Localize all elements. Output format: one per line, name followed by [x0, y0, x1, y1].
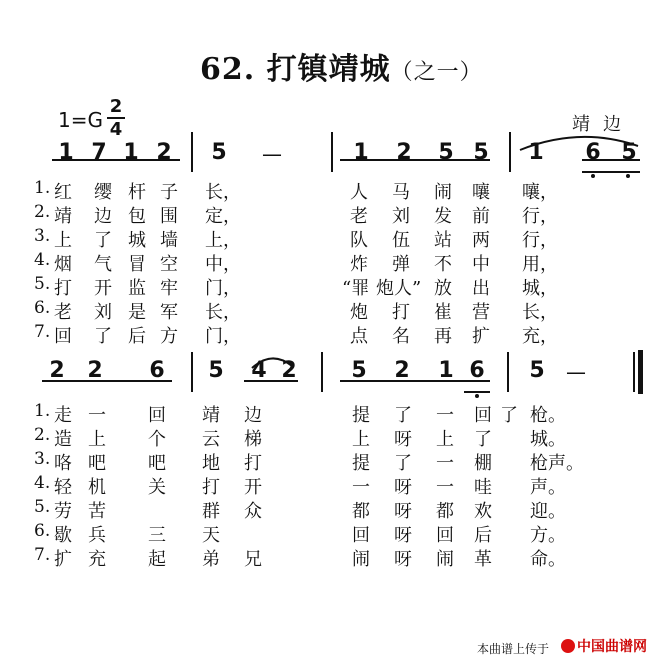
verse-number: 4.	[34, 250, 51, 270]
note: 7	[91, 140, 107, 165]
lyric: 一	[436, 453, 454, 474]
lyric: 棚	[474, 453, 492, 474]
lyric: 上	[352, 429, 370, 450]
lyric: 冒	[128, 254, 146, 275]
lyric: 打	[392, 302, 410, 323]
lyric: 人	[350, 182, 368, 203]
lyric: 回	[148, 405, 166, 426]
lyric: 了	[394, 405, 412, 426]
lyric: “罪	[342, 278, 370, 299]
cue-lyric-2: 边	[603, 114, 621, 135]
octave-dot	[475, 394, 479, 398]
lyric: 个	[148, 429, 166, 450]
lyric: 开	[94, 278, 112, 299]
lyric: 提	[352, 405, 370, 426]
lyric: 牢	[160, 278, 178, 299]
lyric: 门，	[205, 326, 241, 347]
lyric: 方。	[530, 525, 566, 546]
song-subtitle: （之一）	[390, 60, 483, 85]
verse-number: 4.	[34, 473, 51, 493]
lyric: 打	[202, 477, 220, 498]
lyric: 充	[88, 549, 106, 570]
sustain-dash: —	[566, 360, 586, 384]
note: 2	[87, 358, 103, 383]
sustain-dash: —	[262, 142, 282, 166]
lyric: 一	[436, 405, 454, 426]
lyric: 枪。	[530, 405, 566, 426]
verse-number: 5.	[34, 497, 51, 517]
lyric: 提	[352, 453, 370, 474]
lyric: 枪声。	[530, 453, 584, 474]
lyric: 劳	[54, 501, 72, 522]
lyric: 行，	[522, 206, 558, 227]
lyric: 定，	[205, 206, 241, 227]
lyric: 上	[54, 230, 72, 251]
lyric: 城。	[530, 429, 566, 450]
lyric: 刘	[94, 302, 112, 323]
lyric: 天	[202, 525, 220, 546]
octave-dot	[591, 174, 595, 178]
lyric: 嚷，	[522, 182, 558, 203]
note: 4	[251, 358, 267, 383]
note: 6	[585, 140, 601, 165]
lyric: 城，	[522, 278, 558, 299]
lyric: 地	[202, 453, 220, 474]
lyric: 墙	[160, 230, 178, 251]
lyric: 呀	[394, 549, 412, 570]
lyric: 方	[160, 326, 178, 347]
lyric: 放	[434, 278, 452, 299]
lyric: 回	[474, 405, 492, 426]
lyric: 呀	[394, 525, 412, 546]
lyric: 回	[54, 326, 72, 347]
lyric: 发	[434, 206, 452, 227]
lyric: 边	[244, 405, 262, 426]
lyric: 弹	[392, 254, 410, 275]
lyric: 扩	[54, 549, 72, 570]
lyric: 长，	[205, 302, 241, 323]
lyric: 城	[128, 230, 146, 251]
verse-number: 7.	[34, 322, 51, 342]
lyric: 长，	[205, 182, 241, 203]
note: 5	[208, 358, 224, 383]
lyric: 云	[202, 429, 220, 450]
lyric: 不	[434, 254, 452, 275]
lyric: 了	[394, 453, 412, 474]
lyric: 呀	[394, 477, 412, 498]
lyric: 后	[128, 326, 146, 347]
lyric: 呀	[394, 501, 412, 522]
lyric: 红	[54, 182, 72, 203]
lyric: 门，	[205, 278, 241, 299]
lyric: 长，	[522, 302, 558, 323]
lyric: 迎。	[530, 501, 566, 522]
lyric: 歇	[54, 525, 72, 546]
lyric: 充，	[522, 326, 558, 347]
lyric: 中	[472, 254, 490, 275]
lyric: 队	[350, 230, 368, 251]
lyric: 刘	[392, 206, 410, 227]
lyric: 崔	[434, 302, 452, 323]
lyric: 老	[350, 206, 368, 227]
lyric: 群	[202, 501, 220, 522]
lyric: 上	[436, 429, 454, 450]
note: 6	[469, 358, 485, 383]
lyric: 打	[244, 453, 262, 474]
verse-number: 2.	[34, 202, 51, 222]
note: 5	[473, 140, 489, 165]
lyric: 靖	[202, 405, 220, 426]
lyric: 马	[392, 182, 410, 203]
lyric: 都	[352, 501, 370, 522]
lyric: 名	[392, 326, 410, 347]
lyric: 上，	[205, 230, 241, 251]
lyric: 扩	[472, 326, 490, 347]
lyric: 监	[128, 278, 146, 299]
lyric: 空	[160, 254, 178, 275]
lyric: 烟	[54, 254, 72, 275]
lyric: 闹	[434, 182, 452, 203]
verse-number: 1.	[34, 178, 51, 198]
lyric: 咯	[54, 453, 72, 474]
lyric: 闹	[352, 549, 370, 570]
lyric: 三	[148, 525, 166, 546]
lyric: 起	[148, 549, 166, 570]
lyric: 弟	[202, 549, 220, 570]
lyric: 两	[472, 230, 490, 251]
lyric: 营	[472, 302, 490, 323]
lyric: 后	[474, 525, 492, 546]
lyric: 行，	[522, 230, 558, 251]
lyric: 气	[94, 254, 112, 275]
note: 5	[621, 140, 637, 165]
lyric: 闹	[436, 549, 454, 570]
site-logo-text: 中国曲谱网	[577, 639, 647, 655]
note: 1	[58, 140, 74, 165]
lyric: 站	[434, 230, 452, 251]
time-signature-bottom: 4	[109, 119, 123, 140]
lyric: 欢	[474, 501, 492, 522]
lyric: 兄	[244, 549, 262, 570]
lyric: 了	[94, 230, 112, 251]
verse-number: 3.	[34, 449, 51, 469]
lyric: 炮人”	[376, 278, 422, 299]
lyric: 苦	[88, 501, 106, 522]
lyric: 走	[54, 405, 72, 426]
lyric: 吧	[148, 453, 166, 474]
lyric: 兵	[88, 525, 106, 546]
lyric: 上	[88, 429, 106, 450]
note: 5	[211, 140, 227, 165]
lyric: 了	[500, 405, 518, 426]
lyric: 军	[160, 302, 178, 323]
note: 2	[396, 140, 412, 165]
lyric: 命。	[530, 549, 566, 570]
song-title-text: 62. 打镇靖城	[200, 52, 391, 87]
key-signature: 1=G	[58, 108, 103, 132]
note: 5	[438, 140, 454, 165]
site-logo[interactable]	[561, 636, 647, 656]
lyric: 中，	[205, 254, 241, 275]
lyric: 了	[94, 326, 112, 347]
note: 6	[149, 358, 165, 383]
lyric: 革	[474, 549, 492, 570]
lyric: 炸	[350, 254, 368, 275]
lyric: 老	[54, 302, 72, 323]
lyric: 打	[54, 278, 72, 299]
lyric: 伍	[392, 230, 410, 251]
note: 5	[351, 358, 367, 383]
note: 2	[156, 140, 172, 165]
lyric: 回	[436, 525, 454, 546]
lyric: 造	[54, 429, 72, 450]
lyric: 一	[352, 477, 370, 498]
lyric: 机	[88, 477, 106, 498]
note: 5	[529, 358, 545, 383]
lyric: 再	[434, 326, 452, 347]
lyric: 梯	[244, 429, 262, 450]
verse-number: 1.	[34, 401, 51, 421]
lyric: 都	[436, 501, 454, 522]
lyric: 用，	[522, 254, 558, 275]
verse-number: 5.	[34, 274, 51, 294]
verse-number: 7.	[34, 545, 51, 565]
lyric: 点	[350, 326, 368, 347]
lyric: 关	[148, 477, 166, 498]
note: 1	[123, 140, 139, 165]
final-barline-thick	[638, 350, 643, 394]
note: 1	[528, 140, 544, 165]
cue-lyric-1: 靖	[572, 114, 590, 135]
lyric: 呀	[394, 429, 412, 450]
note: 2	[281, 358, 297, 383]
octave-dot	[626, 174, 630, 178]
lyric: 一	[436, 477, 454, 498]
note: 2	[49, 358, 65, 383]
lyric: 炮	[350, 302, 368, 323]
lyric: 缨	[94, 182, 112, 203]
lyric: 围	[160, 206, 178, 227]
footer-upload-text: 本曲谱上传于	[477, 642, 550, 656]
lyric: 众	[244, 501, 262, 522]
note: 1	[353, 140, 369, 165]
lyric: 子	[160, 182, 178, 203]
lyric: 开	[244, 477, 262, 498]
lyric: 出	[472, 278, 490, 299]
lyric: 边	[94, 206, 112, 227]
lyric: 一	[88, 405, 106, 426]
verse-number: 3.	[34, 226, 51, 246]
lyric: 靖	[54, 206, 72, 227]
lyric: 回	[352, 525, 370, 546]
lyric: 吧	[88, 453, 106, 474]
lyric: 轻	[54, 477, 72, 498]
verse-number: 6.	[34, 521, 51, 541]
lyric: 是	[128, 302, 146, 323]
lyric: 包	[128, 206, 146, 227]
site-logo-icon	[561, 639, 575, 653]
lyric: 哇	[474, 477, 492, 498]
verse-number: 6.	[34, 298, 51, 318]
note: 2	[394, 358, 410, 383]
lyric: 嚷	[472, 182, 490, 203]
lyric: 声。	[530, 477, 566, 498]
time-signature-top: 2	[109, 96, 123, 117]
lyric: 了	[474, 429, 492, 450]
verse-number: 2.	[34, 425, 51, 445]
note: 1	[438, 358, 454, 383]
lyric: 杆	[128, 182, 146, 203]
lyric: 前	[472, 206, 490, 227]
